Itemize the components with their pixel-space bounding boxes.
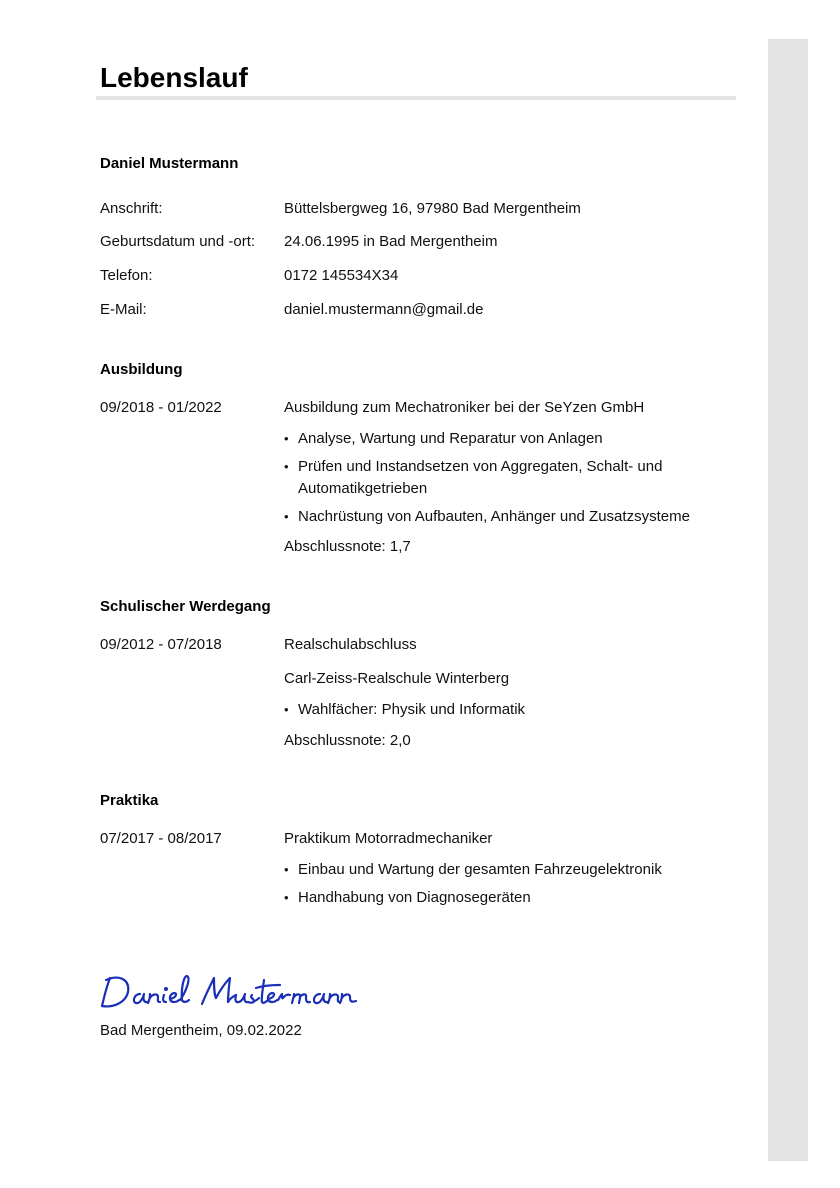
- list-item: • Prüfen und Instandsetzen von Aggregaten, Schalt- und Automatikgetrieben: [284, 456, 724, 500]
- ausbildung-period: 09/2018 - 01/2022: [100, 399, 222, 416]
- list-item: • Analyse, Wartung und Reparatur von Anlagen: [284, 428, 724, 450]
- person-name-heading: Daniel Mustermann: [100, 155, 239, 172]
- place-date: Bad Mergentheim, 09.02.2022: [100, 1022, 302, 1039]
- address-value: Büttelsbergweg 16, 97980 Bad Mergentheim: [284, 200, 581, 217]
- schule-period: 09/2012 - 07/2018: [100, 636, 222, 653]
- birth-value: 24.06.1995 in Bad Mergentheim: [284, 233, 498, 250]
- praktika-period: 07/2017 - 08/2017: [100, 830, 222, 847]
- list-item: • Einbau und Wartung der gesamten Fahrzeugelektronik: [284, 859, 724, 881]
- list-item: • Wahlfächer: Physik und Informatik: [284, 699, 724, 721]
- phone-label: Telefon:: [100, 267, 153, 284]
- schule-grade: Abschlussnote: 2,0: [284, 732, 411, 749]
- page-title: Lebenslauf: [100, 62, 248, 93]
- schule-title: Realschulabschluss: [284, 636, 417, 653]
- title-divider: [96, 96, 736, 100]
- side-bar-decoration: [768, 39, 808, 1161]
- list-item: • Nachrüstung von Aufbauten, Anhänger und Zusatzsysteme: [284, 506, 724, 528]
- ausbildung-grade: Abschlussnote: 1,7: [284, 538, 411, 555]
- section-heading-schule: Schulischer Werdegang: [100, 598, 271, 615]
- email-label: E-Mail:: [100, 301, 147, 318]
- phone-value: 0172 145534X34: [284, 267, 399, 284]
- address-label: Anschrift:: [100, 200, 163, 217]
- section-heading-praktika: Praktika: [100, 792, 159, 809]
- schule-name: Carl-Zeiss-Realschule Winterberg: [284, 670, 510, 687]
- email-value: daniel.mustermann@gmail.de: [284, 301, 484, 318]
- list-item: • Handhabung von Diagnosegeräten: [284, 887, 724, 909]
- handwritten-signature: [96, 968, 406, 1014]
- birth-label: Geburtsdatum und -ort:: [100, 233, 256, 250]
- ausbildung-title: Ausbildung zum Mechatroniker bei der SeYzen GmbH: [284, 399, 645, 416]
- praktika-title: Praktikum Motorradmechaniker: [284, 830, 493, 847]
- section-heading-ausbildung: Ausbildung: [100, 361, 183, 378]
